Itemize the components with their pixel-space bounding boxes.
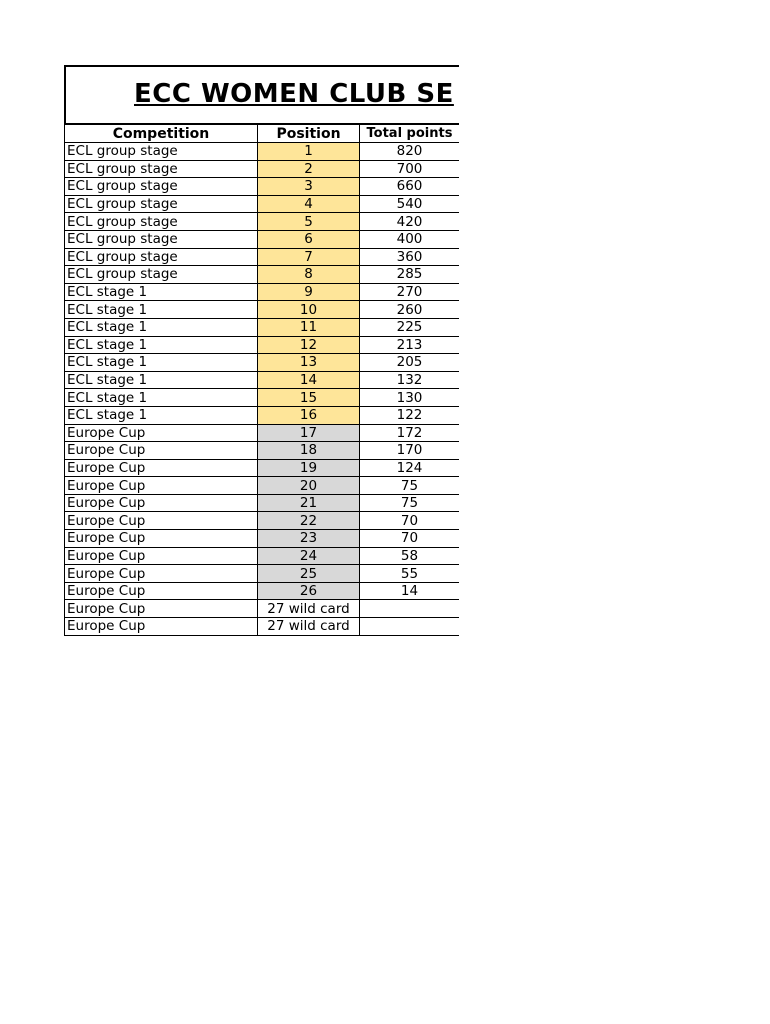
cell-competition[interactable]: Europe Cup xyxy=(65,442,258,460)
table-row xyxy=(65,406,460,424)
cell-competition[interactable]: ECL group stage xyxy=(65,248,258,266)
table-row xyxy=(65,336,460,354)
cell-total-points[interactable]: 172 xyxy=(360,424,460,442)
table-row xyxy=(65,283,460,301)
table-row xyxy=(65,354,460,372)
cell-total-points[interactable]: 540 xyxy=(360,195,460,213)
cell-position[interactable]: 5 xyxy=(258,213,360,231)
cell-position[interactable]: 2 xyxy=(258,160,360,178)
table-row xyxy=(65,389,460,407)
table-body xyxy=(65,143,460,636)
spreadsheet xyxy=(64,65,459,636)
cell-position[interactable]: 9 xyxy=(258,283,360,301)
cell-competition[interactable]: ECL stage 1 xyxy=(65,283,258,301)
cell-total-points[interactable]: 130 xyxy=(360,389,460,407)
cell-competition[interactable]: Europe Cup xyxy=(65,424,258,442)
cell-total-points[interactable]: 270 xyxy=(360,283,460,301)
table-row xyxy=(65,178,460,196)
cell-position[interactable]: 16 xyxy=(258,406,360,424)
header-position: Position xyxy=(258,124,360,143)
cell-total-points[interactable]: 400 xyxy=(360,230,460,248)
table-row xyxy=(65,618,460,636)
cell-total-points[interactable]: 58 xyxy=(360,547,460,565)
table-row xyxy=(65,195,460,213)
table-row xyxy=(65,494,460,512)
table-row xyxy=(65,248,460,266)
cell-competition[interactable]: ECL group stage xyxy=(65,266,258,284)
cell-competition[interactable]: Europe Cup xyxy=(65,512,258,530)
cell-competition[interactable]: ECL stage 1 xyxy=(65,371,258,389)
cell-total-points[interactable]: 260 xyxy=(360,301,460,319)
cell-position[interactable]: 13 xyxy=(258,354,360,372)
table-row xyxy=(65,512,460,530)
cell-total-points[interactable]: 360 xyxy=(360,248,460,266)
cell-total-points[interactable]: 285 xyxy=(360,266,460,284)
title-cell xyxy=(64,65,459,123)
cell-competition[interactable]: Europe Cup xyxy=(65,618,258,636)
table-row xyxy=(65,301,460,319)
cell-total-points[interactable]: 75 xyxy=(360,477,460,495)
cell-position[interactable]: 4 xyxy=(258,195,360,213)
cell-total-points[interactable]: 132 xyxy=(360,371,460,389)
cell-position[interactable]: 20 xyxy=(258,477,360,495)
cell-position[interactable]: 25 xyxy=(258,565,360,583)
cell-total-points[interactable]: 14 xyxy=(360,582,460,600)
cell-total-points[interactable]: 660 xyxy=(360,178,460,196)
cell-position[interactable]: 12 xyxy=(258,336,360,354)
cell-position[interactable]: 1 xyxy=(258,143,360,161)
cell-competition[interactable]: Europe Cup xyxy=(65,494,258,512)
cell-position[interactable]: 26 xyxy=(258,582,360,600)
cell-competition[interactable]: Europe Cup xyxy=(65,565,258,583)
cell-competition[interactable]: ECL group stage xyxy=(65,213,258,231)
cell-total-points[interactable]: 75 xyxy=(360,494,460,512)
cell-position[interactable]: 6 xyxy=(258,230,360,248)
cell-position[interactable]: 24 xyxy=(258,547,360,565)
cell-position[interactable]: 8 xyxy=(258,266,360,284)
table-row xyxy=(65,143,460,161)
cell-position[interactable]: 19 xyxy=(258,459,360,477)
table-row xyxy=(65,565,460,583)
cell-total-points[interactable]: 170 xyxy=(360,442,460,460)
table-row xyxy=(65,230,460,248)
cell-competition[interactable]: ECL stage 1 xyxy=(65,336,258,354)
cell-position[interactable]: 14 xyxy=(258,371,360,389)
table-row xyxy=(65,318,460,336)
cell-competition[interactable]: ECL stage 1 xyxy=(65,318,258,336)
cell-competition[interactable]: ECL group stage xyxy=(65,195,258,213)
cell-total-points[interactable]: 122 xyxy=(360,406,460,424)
cell-total-points[interactable]: 420 xyxy=(360,213,460,231)
header-total-points: Total points xyxy=(360,124,460,143)
cell-position[interactable]: 18 xyxy=(258,442,360,460)
cell-total-points[interactable]: 205 xyxy=(360,354,460,372)
cell-total-points[interactable]: 700 xyxy=(360,160,460,178)
header-row xyxy=(65,124,460,143)
cell-total-points[interactable]: 70 xyxy=(360,512,460,530)
cell-competition[interactable]: Europe Cup xyxy=(65,582,258,600)
cell-competition[interactable]: Europe Cup xyxy=(65,477,258,495)
cell-total-points[interactable]: 213 xyxy=(360,336,460,354)
cell-competition[interactable]: ECL stage 1 xyxy=(65,389,258,407)
cell-position[interactable]: 27 wild card xyxy=(258,618,360,636)
standings-table xyxy=(64,123,460,636)
cell-position[interactable]: 15 xyxy=(258,389,360,407)
cell-total-points[interactable]: 225 xyxy=(360,318,460,336)
cell-position[interactable]: 3 xyxy=(258,178,360,196)
cell-competition[interactable]: Europe Cup xyxy=(65,600,258,618)
cell-competition[interactable]: ECL group stage xyxy=(65,178,258,196)
cell-competition[interactable]: ECL group stage xyxy=(65,230,258,248)
cell-position[interactable]: 17 xyxy=(258,424,360,442)
cell-total-points[interactable] xyxy=(360,618,460,636)
cell-total-points[interactable]: 124 xyxy=(360,459,460,477)
cell-competition[interactable]: ECL stage 1 xyxy=(65,301,258,319)
cell-competition[interactable]: ECL group stage xyxy=(65,143,258,161)
table-row xyxy=(65,600,460,618)
table-row xyxy=(65,459,460,477)
cell-position[interactable]: 22 xyxy=(258,512,360,530)
cell-competition[interactable]: ECL stage 1 xyxy=(65,406,258,424)
cell-competition[interactable]: Europe Cup xyxy=(65,459,258,477)
cell-position[interactable]: 21 xyxy=(258,494,360,512)
sheet-clip-edge xyxy=(459,60,479,660)
table-row xyxy=(65,547,460,565)
table-row xyxy=(65,213,460,231)
cell-position[interactable]: 7 xyxy=(258,248,360,266)
cell-competition[interactable]: Europe Cup xyxy=(65,547,258,565)
cell-total-points[interactable] xyxy=(360,600,460,618)
cell-competition[interactable]: Europe Cup xyxy=(65,530,258,548)
table-row xyxy=(65,424,460,442)
table-row xyxy=(65,582,460,600)
cell-position[interactable]: 23 xyxy=(258,530,360,548)
cell-competition[interactable]: ECL group stage xyxy=(65,160,258,178)
cell-position[interactable]: 11 xyxy=(258,318,360,336)
table-row xyxy=(65,160,460,178)
table-row xyxy=(65,477,460,495)
cell-competition[interactable]: ECL stage 1 xyxy=(65,354,258,372)
page-title: ECC WOMEN CLUB SE xyxy=(134,79,454,109)
cell-position[interactable]: 10 xyxy=(258,301,360,319)
cell-total-points[interactable]: 55 xyxy=(360,565,460,583)
table-row xyxy=(65,442,460,460)
cell-position[interactable]: 27 wild card xyxy=(258,600,360,618)
table-row xyxy=(65,371,460,389)
header-competition: Competition xyxy=(65,124,258,143)
table-row xyxy=(65,530,460,548)
cell-total-points[interactable]: 70 xyxy=(360,530,460,548)
table-row xyxy=(65,266,460,284)
cell-total-points[interactable]: 820 xyxy=(360,143,460,161)
